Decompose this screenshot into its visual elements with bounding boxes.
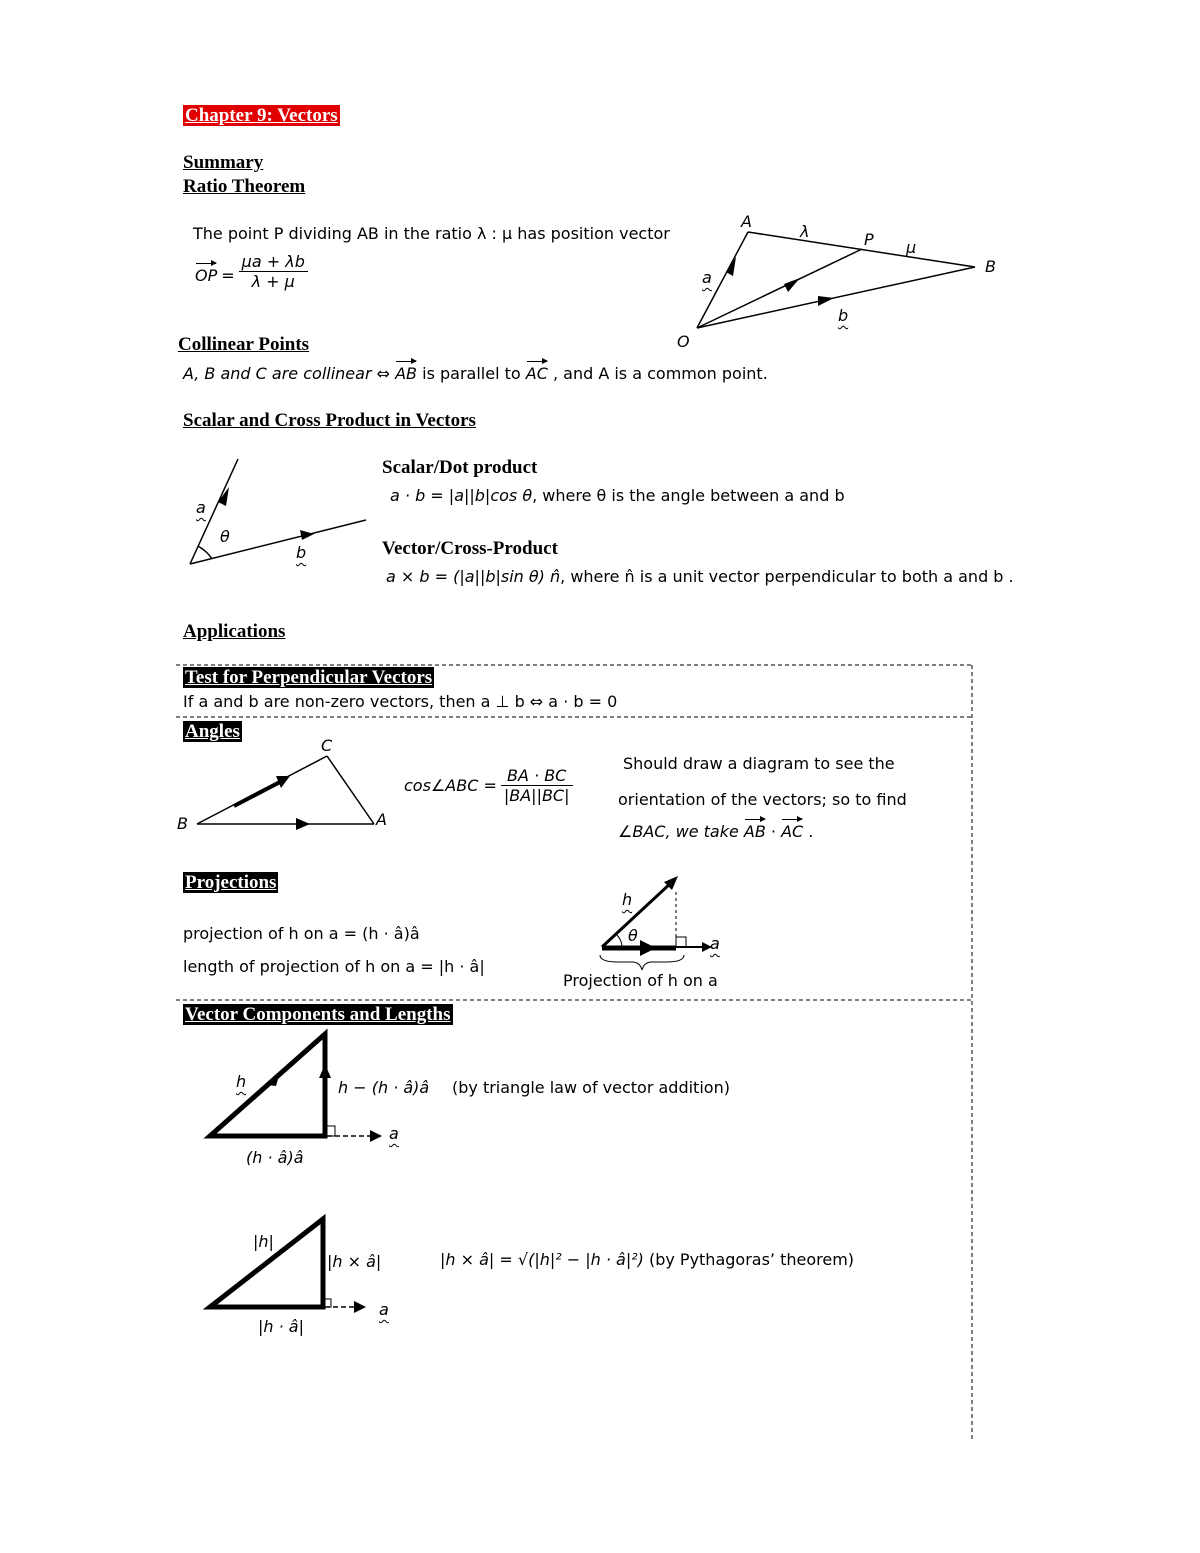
comp2-label-vert: |h × â| — [327, 1252, 382, 1271]
collinear-start: A, B and C are collinear ⇔ — [183, 364, 391, 383]
note-vec-ac: AC — [781, 822, 804, 841]
projection-line-2: length of projection of h on a = |h · â| — [183, 957, 485, 976]
note-end: . — [803, 822, 814, 841]
comp2-label-a: a — [379, 1300, 389, 1319]
cos-lhs: cos∠ABC = — [404, 776, 497, 795]
note-dot: · — [765, 822, 782, 841]
prod-label-a: a — [196, 498, 206, 517]
products-heading: Scalar and Cross Product in Vectors — [183, 410, 476, 431]
dot-formula: a · b = |a||b|cos θ — [390, 486, 533, 505]
comp2-note: (by Pythagoras’ theorem) — [643, 1250, 855, 1269]
comp1-label-a: a — [389, 1124, 399, 1143]
comp1-label-base: (h · â)â — [246, 1148, 304, 1167]
comp1-label-h: h — [236, 1072, 247, 1091]
label-a: a — [702, 268, 712, 287]
cross-heading: Vector/Cross-Product — [382, 538, 558, 559]
ratio-numerator: μa + λb — [239, 252, 308, 272]
note-start: ∠BAC, we take — [618, 822, 744, 841]
perpendicular-heading-text: Test for Perpendicular Vectors — [185, 667, 433, 688]
cross-text: , where n̂ is a unit vector perpendicular to both a and b . — [560, 567, 1014, 586]
label-O: O — [677, 332, 690, 351]
vec-ab: AB — [395, 364, 418, 383]
label-b: b — [838, 306, 849, 325]
angles-note-2: orientation of the vectors; so to find — [618, 790, 907, 809]
comp1-note: (by triangle law of vector addition) — [452, 1078, 730, 1097]
comp2-label-base: |h · â| — [258, 1317, 304, 1336]
collinear-heading: Collinear Points — [178, 334, 310, 355]
proj-label-h: h — [622, 890, 633, 909]
vec-ac: AC — [525, 364, 548, 383]
ratio-formula: OP = $\frac{\mu a + \lambda b}{\lambda + \mu}$ — [195, 252, 308, 291]
proj-label-a: a — [710, 934, 720, 953]
projections-heading-text: Projections — [185, 872, 277, 893]
comp2-label-hyp: |h| — [253, 1232, 274, 1251]
dot-text: , where θ is the angle between a and b — [532, 486, 845, 505]
dot-heading: Scalar/Dot product — [382, 457, 538, 478]
angles-heading-text: Angles — [185, 721, 240, 742]
label-lambda: λ — [800, 222, 810, 241]
proj-label-theta: θ — [628, 926, 638, 945]
projection-line-1: projection of h on a = (h · â)â — [183, 924, 420, 943]
label-mu: μ — [906, 238, 917, 257]
chapter-title-text: Chapter 9: Vectors — [185, 105, 338, 126]
summary-heading: Summary — [183, 152, 264, 173]
comp2-formula: |h × â| = √(|h|² − |h · â|²) — [440, 1250, 644, 1269]
applications-heading: Applications — [183, 621, 286, 642]
prod-label-b: b — [296, 543, 307, 562]
cross-formula: a × b = (|a||b|sin θ) n̂ — [386, 567, 561, 586]
ratio-denominator: λ + μ — [251, 272, 295, 291]
collinear-end: , and A is a common point. — [552, 364, 768, 383]
cos-numerator: BA · BC — [501, 766, 573, 786]
ratio-statement: The point P dividing AB in the ratio λ : μ has position vector — [193, 224, 670, 243]
label-P: P — [864, 230, 874, 249]
prod-label-theta: θ — [220, 527, 230, 546]
ratio-theorem-heading: Ratio Theorem — [183, 176, 306, 197]
label-A: A — [741, 212, 752, 231]
perpendicular-statement: If a and b are non-zero vectors, then a ⊥ b ⇔ a · b = 0 — [183, 692, 618, 711]
collinear-middle: is parallel to — [422, 364, 526, 383]
angles-label-B: B — [177, 814, 188, 833]
comp2-formula-line — [440, 1250, 854, 1269]
components-heading-text: Vector Components and Lengths — [185, 1004, 451, 1025]
cos-denominator: |BA||BC| — [503, 786, 570, 805]
angles-note-1: Should draw a diagram to see the — [623, 754, 895, 773]
projection-caption: Projection of h on a — [563, 971, 718, 990]
angles-label-C: C — [321, 736, 333, 755]
angles-label-A: A — [376, 810, 387, 829]
op-vector: OP — [195, 266, 218, 285]
label-B: B — [985, 257, 996, 276]
comp1-label-vert: h − (h · â)â — [338, 1078, 430, 1097]
note-vec-ab: AB — [743, 822, 766, 841]
